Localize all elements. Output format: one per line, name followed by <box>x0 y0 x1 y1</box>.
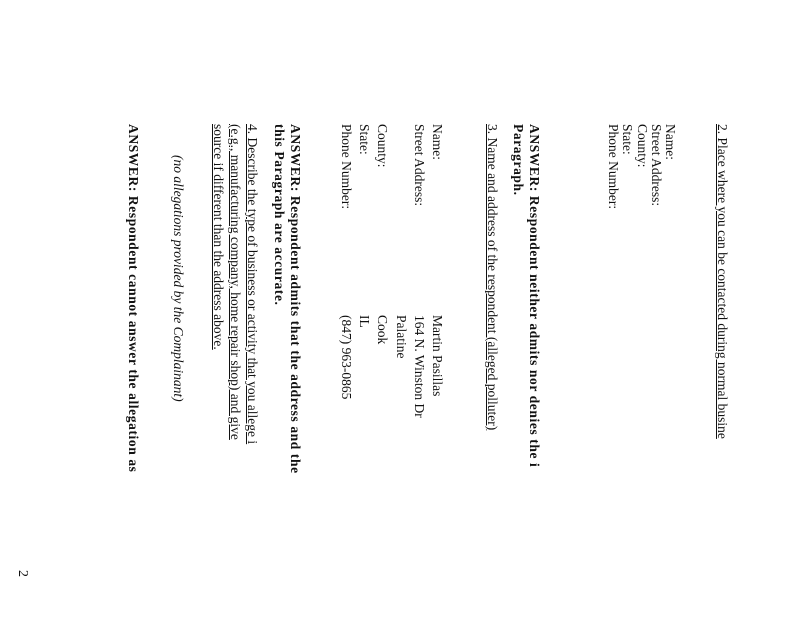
q2-answer-line1: ANSWER: Respondent neither admits nor denies the i <box>527 124 542 468</box>
q2-state-label: State: <box>620 124 635 155</box>
q3-phone-label: Phone Number: <box>339 124 354 210</box>
page-number: 2 <box>15 570 30 577</box>
q3-county-label: County: <box>375 124 390 168</box>
q3-street-label: Street Address: <box>412 124 427 207</box>
q3-street-value: 164 N. Winston Dr <box>412 315 427 418</box>
q2-answer-line2: Paragraph. <box>511 124 526 196</box>
q4-line1: 4. Describe the type of business or activity that you allege i <box>245 124 260 445</box>
q3-name-label: Name: <box>430 124 445 160</box>
q2-heading: 2. Place where you can be contacted during normal busine <box>715 124 730 439</box>
q2-street-label: Street Address: <box>649 124 664 207</box>
q2-county-label: County: <box>635 124 650 168</box>
q3-answer-line2: this Paragraph are accurate. <box>272 124 287 306</box>
q3-state-label: State: <box>357 124 372 155</box>
q4-note: (no allegations provided by the Complainant) <box>171 155 186 402</box>
q3-state-value: IL <box>357 315 372 328</box>
q3-answer-line1: ANSWER: Respondent admits that the address and the <box>288 124 303 474</box>
q4-line2: (e.g., manufacturing company, home repair shop) and give <box>228 124 243 440</box>
q4-answer-line1: ANSWER: Respondent cannot answer the allegation as <box>126 124 141 473</box>
q3-name-value: Martin Pasillas <box>430 315 445 397</box>
q3-heading: 3. Name and address of the respondent (alleged polluter) <box>485 124 500 431</box>
q2-name-label: Name: <box>663 124 678 160</box>
q4-line3: source if different than the address above. <box>211 124 226 350</box>
q3-city-value: Palatine <box>394 315 409 359</box>
q2-phone-label: Phone Number: <box>606 124 621 210</box>
q3-phone-value: (847) 963-0865 <box>339 315 354 400</box>
q3-county-value: Cook <box>375 315 390 345</box>
